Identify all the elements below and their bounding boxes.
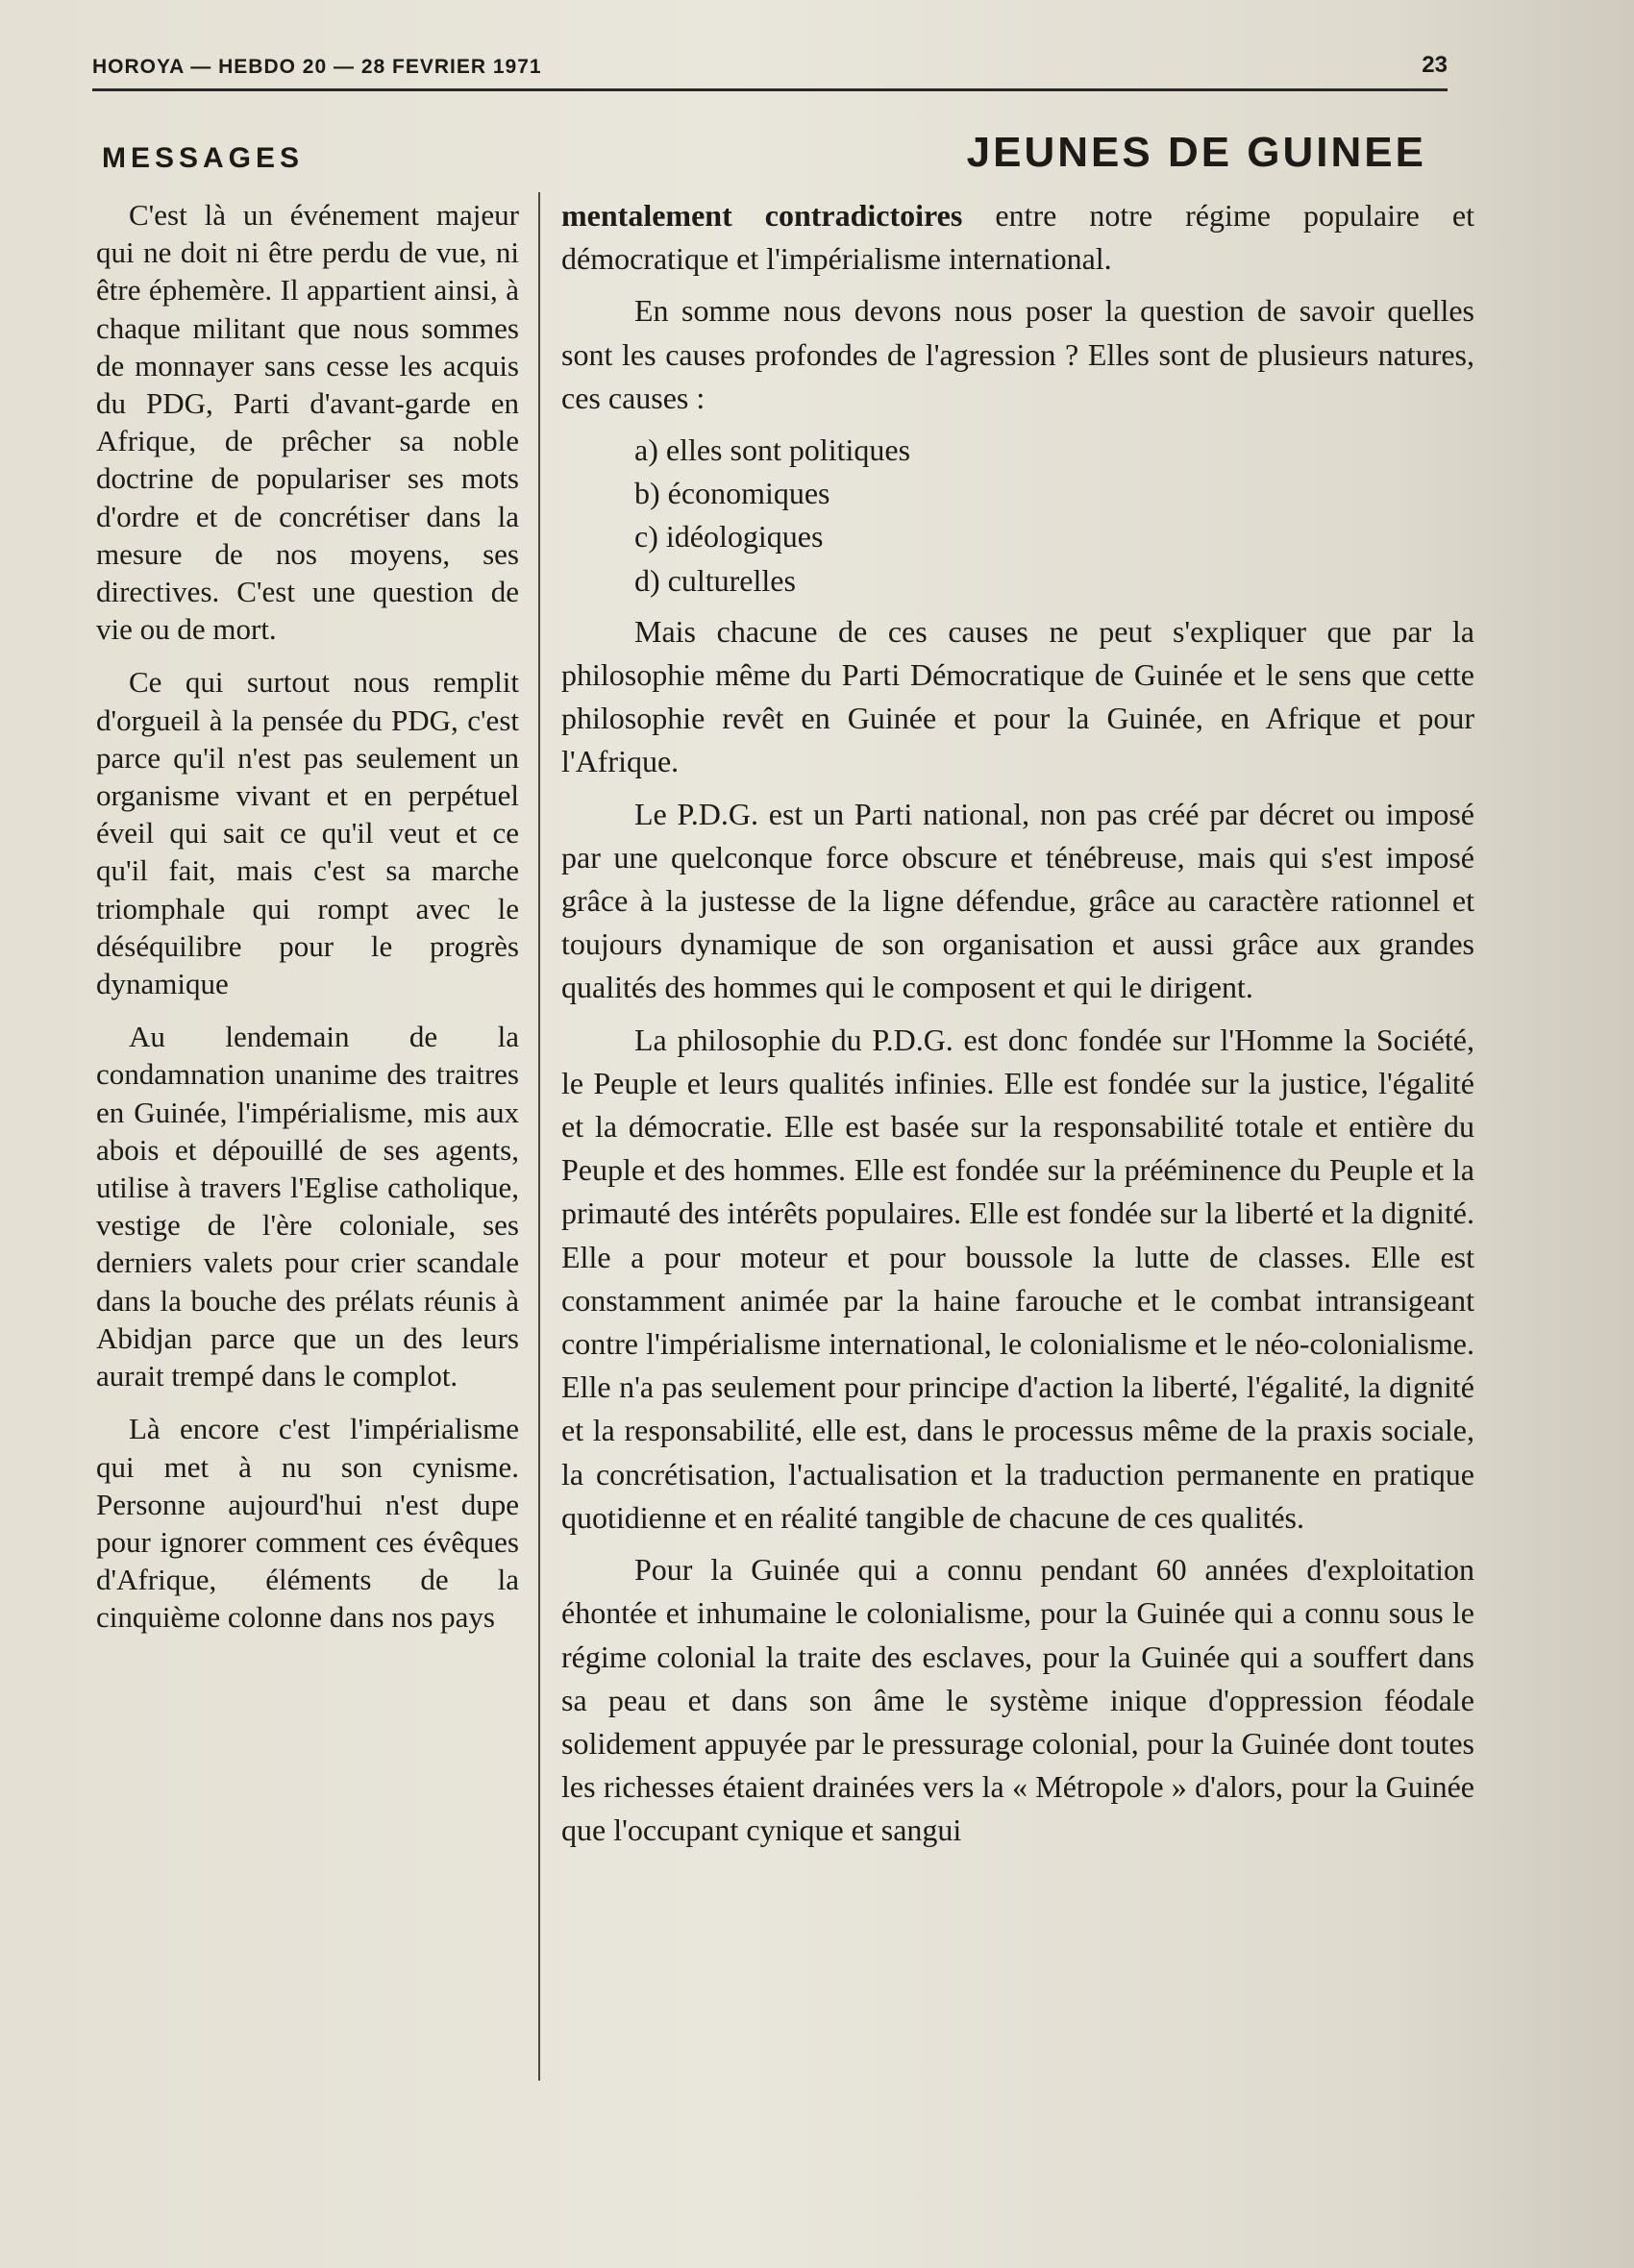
left-paragraph: C'est là un événement majeur qui ne doit ni être perdu de vue, ni être éphemère. Il appartient ainsi, à chaque militant que nous sommes de monnayer sans cesse les acquis du PDG, Parti d'avant-garde en Afrique, de prêcher sa noble doctrine de populariser ses mots d'ordre et de concrétiser dans la mesure de nos moyens, ses directives. C'est une question de vie ou de mort. xyxy=(96,198,519,647)
section-title-messages: MESSAGES xyxy=(102,142,305,174)
intro-bold: mentalement contradictoires xyxy=(561,198,963,233)
running-header xyxy=(92,50,1448,91)
list-item: a) elles sont politiques xyxy=(634,432,911,468)
continued-paragraph xyxy=(561,194,1474,281)
left-paragraph: Au lendemain de la condamnation unanime des traitres en Guinée, l'impérialisme, mis aux abois et dépouillé de ses agents, utilise à travers l'Eglise catholique, vestige de l'ère coloniale, ses derniers valets pour crier scandale dans la bouche des prélats réunis à Abidjan parce que un des leurs aurait trempé dans le complot. xyxy=(96,1020,519,1393)
running-title: HOROYA — HEBDO 20 — 28 FEVRIER 1971 xyxy=(92,56,542,78)
intro-rest: entre notre régime populaire et démocratique et l'impérialisme international. xyxy=(561,198,1475,277)
left-column xyxy=(96,196,519,1652)
right-column xyxy=(561,194,1474,1853)
left-paragraph: Ce qui surtout nous remplit d'orgueil à la pensée du PDG, c'est parce qu'il n'est pas seulement un organisme vivant et en perpétuel éveil qui sait ce qu'il veut et ce qu'il fait, mais c'est sa marche triomphale qui rompt avec le déséquilibre pour le progrès dynamique xyxy=(96,665,519,1001)
section-title-jeunes-de-guinee: JEUNES DE GUINEE xyxy=(966,129,1426,176)
right-paragraph: Mais chacune de ces causes ne peut s'expliquer que par la philosophie même du Parti Démocratique de Guinée et le sens que cette philosophie revêt en Guinée et pour la Guinée, en Afrique et pour l'Afrique. xyxy=(561,613,1474,779)
list-item: b) économiques xyxy=(634,476,830,511)
right-paragraph: Le P.D.G. est un Parti national, non pas créé par décret ou imposé par une quelconque force obscure et ténébreuse, mais qui s'est imposé grâce à la justesse de la ligne défendue, grâce au caractère rationnel et toujours dynamique de son organisation et aussi grâce aux grandes qualités des hommes qui le composent et qui le dirigent. xyxy=(561,796,1474,1005)
left-paragraph: Là encore c'est l'impérialisme qui met à nu son cynisme. Personne aujourd'hui n'est dupe pour ignorer comment ces évêques d'Afrique, éléments de la cinquième colonne dans nos pays xyxy=(96,1412,519,1635)
list-item: c) idéologiques xyxy=(634,519,824,555)
right-paragraph: La philosophie du P.D.G. est donc fondée sur l'Homme la Société, le Peuple et leurs qualités infinies. Elle est fondée sur la justice, l'égalité et la démocratie. Elle est basée sur la responsabilité totale et entière du Peuple et des hommes. Elle est fondée sur la prééminence du Peuple et la primauté des intérêts populaires. Elle est fondée sur la liberté et la dignité. Elle a pour moteur et pour boussole la lutte de classes. Elle est constamment animée par la haine farouche et le combat intransigeant contre l'impérialisme international, le colonialisme et le néo-colonialisme. Elle n'a pas seulement pour principe d'action la liberté, l'égalité, la dignité et la responsabilité, elle est, dans le processus même de la praxis sociale, la concrétisation, l'actualisation et la traduction permanente en pratique quotidienne et en réalité tangible de chacune de ces qualités. xyxy=(561,1022,1474,1535)
question-paragraph: En somme nous devons nous poser la question de savoir quelles sont les causes profondes de l'agression ? Elles sont de plusieurs natures, ces causes : xyxy=(561,293,1474,415)
page-number: 23 xyxy=(1422,52,1448,78)
right-paragraph: Pour la Guinée qui a connu pendant 60 années d'exploitation éhontée et inhumaine le colonialisme, pour la Guinée qui a connu sous le régime colonial la traite des esclaves, pour la Guinée qui a souffert dans sa peau et dans son âme le système inique d'oppression féodale solidement appuyée par le pressurage colonial, pour la Guinée dont toutes les richesses étaient drainées vers la « Métropole » d'alors, pour la Guinée que l'occupant cynique et sangui xyxy=(561,1552,1474,1848)
list-item: d) culturelles xyxy=(634,562,796,598)
column-divider xyxy=(538,192,540,2081)
causes-list xyxy=(634,429,1474,603)
